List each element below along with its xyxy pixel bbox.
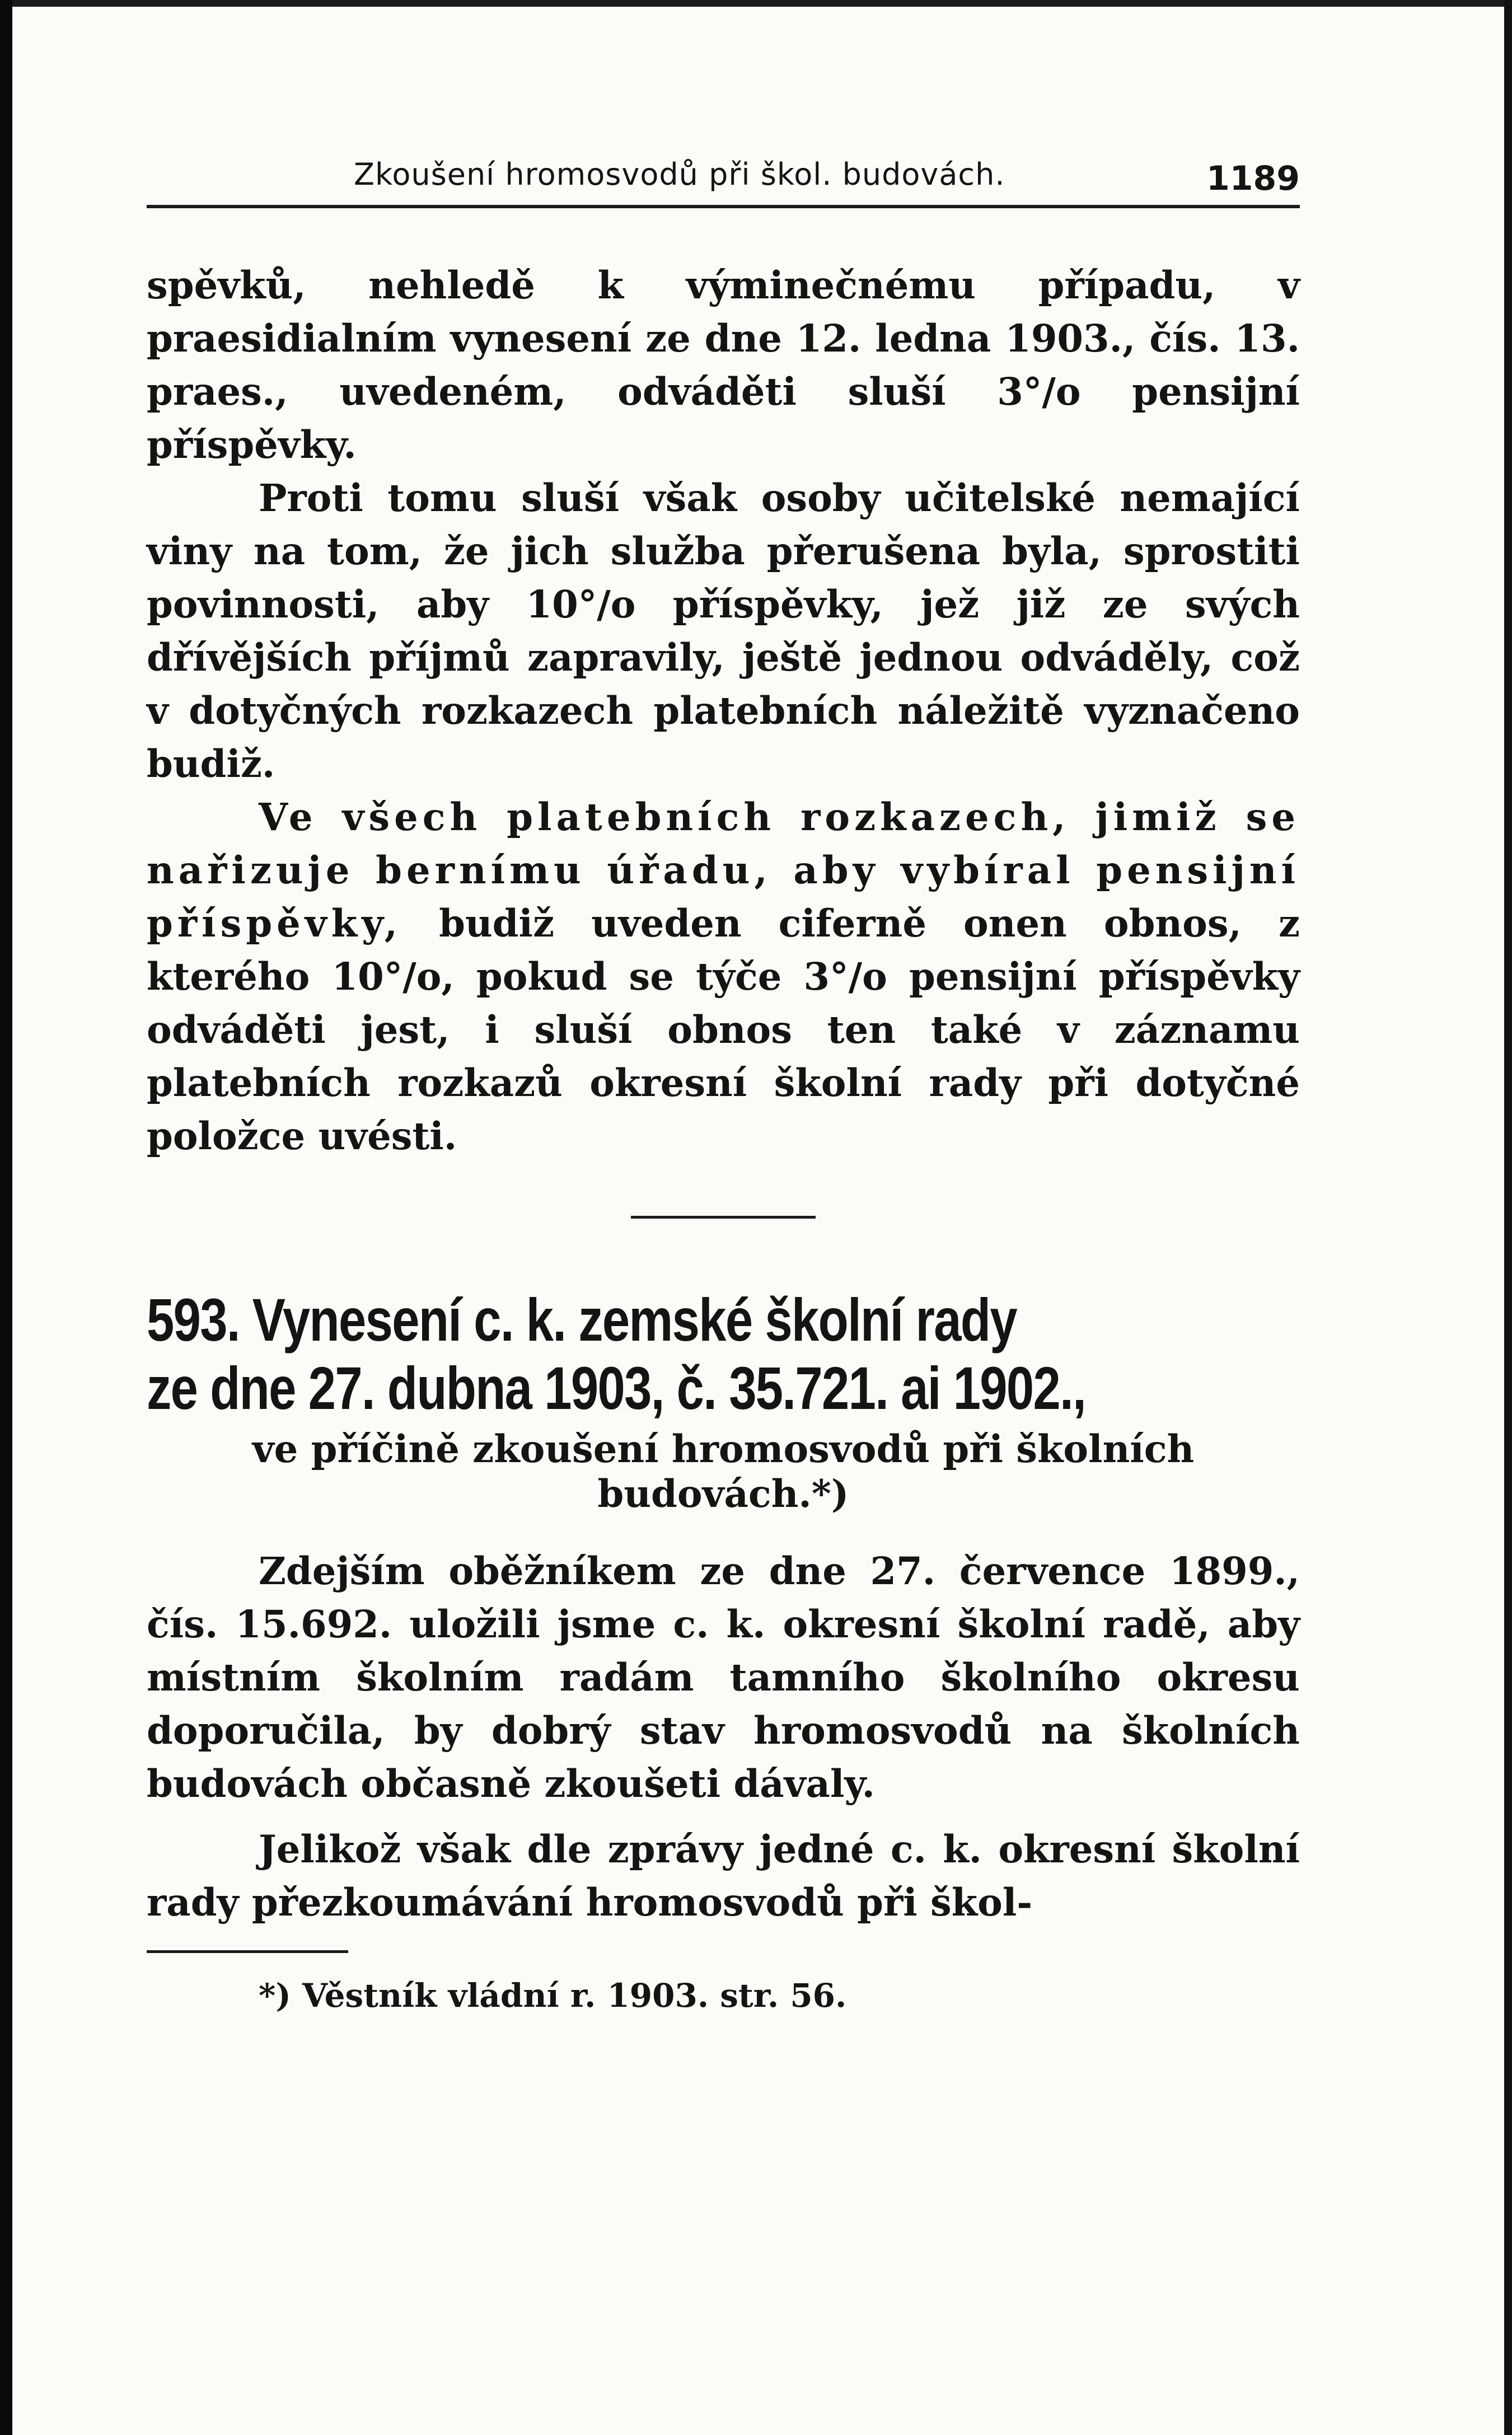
footnote: *) Věstník vládní r. 1903. str. 56. — [259, 1977, 847, 2015]
scan-edge-right — [1504, 0, 1512, 2435]
header-rule — [147, 205, 1300, 208]
page-number: 1189 — [1206, 159, 1300, 198]
section-heading — [147, 1286, 1300, 1422]
running-header — [147, 151, 1300, 205]
body-paragraph-3 — [147, 790, 1300, 1163]
section-subheading: ve příčině zkoušení hromosvodů při školních budovách.*) — [252, 1427, 1195, 1516]
body-paragraph-3-spaced: Ve všech platebních rozkazech, jimiž se nařizuje bernímu úřadu, aby vybíral pensijní příspěvky, — [147, 795, 1300, 945]
section-paragraph-1: Zdejším oběžníkem ze dne 27. července 1899., čís. 15.692. uložili jsme c. k. okresní školní radě, aby místním školním radám tamního školního okresu doporučila, by dobrý stav hromosvodů na školních budovách občasně zkoušeti dávaly. — [147, 1549, 1300, 1806]
body-paragraph-1: spěvků, nehledě k výminečnému případu, v praesidialním vynesení ze dne 12. ledna 1903., čís. 13. praes., uvedeném, odváděti sluší 3°/o pensijní příspěvky. — [147, 263, 1300, 467]
running-title: Zkoušení hromosvodů při škol. budovách. — [354, 157, 1005, 192]
page-content — [147, 151, 1300, 2016]
body-paragraph-3-rest: budiž uveden ciferně onen obnos, z kterého 10°/o, pokud se týče 3°/o pensijní příspěvky odváděti jest, i sluší obnos ten také v záznamu platebních rozkazů okresní školní rady při dotyčné položce uvésti. — [147, 901, 1300, 1158]
section-paragraph-2: Jelikož však dle zprávy jedné c. k. okresní školní rady přezkoumávání hromosvodů při škol- — [147, 1827, 1300, 1924]
section-heading-line-1: 593. Vynesení c. k. zemské školní rady — [147, 1286, 1017, 1354]
section-heading-line-2: ze dne 27. dubna 1903, č. 35.721. ai 1902., — [147, 1354, 1086, 1422]
scan-edge-top — [0, 0, 1512, 7]
footnote-rule — [147, 1950, 348, 1953]
section-divider — [631, 1216, 816, 1219]
scan-edge-left — [0, 0, 12, 2435]
body-paragraph-2: Proti tomu sluší však osoby učitelské nemající viny na tom, že jich služba přerušena byla, sprostiti povinnosti, aby 10°/o příspěvky, jež již ze svých dřívějších příjmů zapravily, ještě jednou odváděly, což v dotyčných rozkazech platebních náležitě vyznačeno budiž. — [147, 476, 1300, 786]
